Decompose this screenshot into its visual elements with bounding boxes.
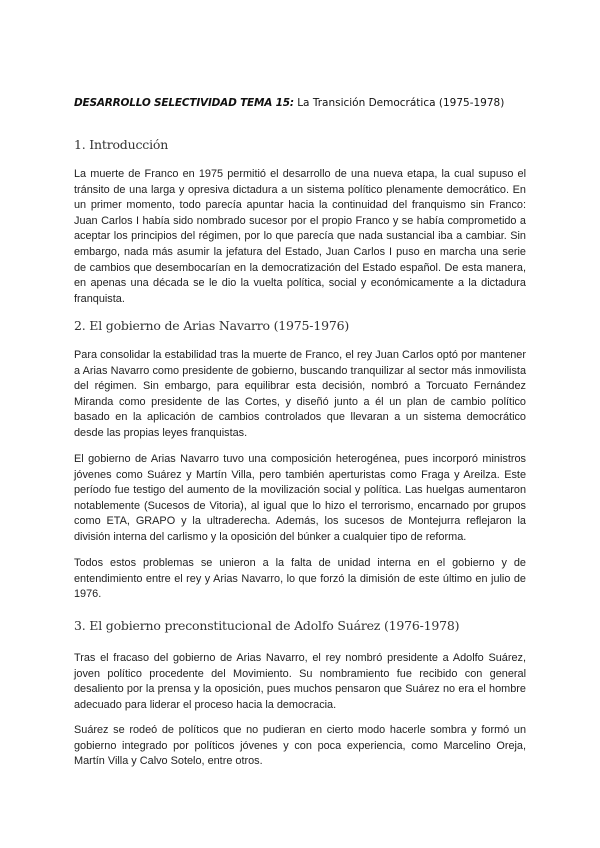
section-heading-suarez: 3. El gobierno preconstitucional de Adolfo Suárez (1976-1978) bbox=[74, 618, 460, 633]
section-heading-introduccion: 1. Introducción bbox=[74, 137, 169, 152]
section-heading-arias-navarro: 2. El gobierno de Arias Navarro (1975-1976) bbox=[74, 318, 350, 333]
title-subject: La Transición Democrática (1975-1978) bbox=[293, 97, 505, 109]
paragraph-suarez-2: Suárez se rodeó de políticos que no pudieran en cierto modo hacerle sombra y formó un gobierno integrado por políticos jóvenes y con poca experiencia, como Marcelino Oreja, Martín Villa y Calvo Sotelo, entre otros. bbox=[74, 724, 526, 768]
paragraph-arias-navarro-2: El gobierno de Arias Navarro tuvo una composición heterogénea, pues incorporó ministros jóvenes como Suárez y Martín Villa, pero también aperturistas como Fraga y Areilza. Este período fue testigo del aumento de la movilización social y política. Las huelgas aumentaron notablemente (Sucesos de Vitoria), al igual que lo hizo el terrorismo, encarnado por grupos como ETA, GRAPO y la ultraderecha. Además, los sucesos de Montejurra reflejaron la división interna del carlismo y la oposición del búnker a cualquier tipo de reforma. bbox=[74, 453, 526, 543]
paragraph-suarez-1: Tras el fracaso del gobierno de Arias Navarro, el rey nombró presidente a Adolfo Suárez, joven político procedente del Movimiento. Su nombramiento fue recibido con general desaliento por la prensa y la oposición, pues muchos pensaron que Suárez no era el hombre adecuado para liderar el proceso hacia la democracia. bbox=[74, 652, 526, 711]
paragraph-arias-navarro-3: Todos estos problemas se unieron a la falta de unidad interna en el gobierno y de entendimiento entre el rey y Arias Navarro, lo que forzó la dimisión de este último en julio de 1976. bbox=[74, 557, 526, 601]
paragraph-arias-navarro-1: Para consolidar la estabilidad tras la muerte de Franco, el rey Juan Carlos optó por mantener a Arias Navarro como presidente de gobierno, buscando tranquilizar al sector más inmovilista del régimen. Sin embargo, para equilibrar esta decisión, nombró a Torcuato Fernández Miranda como presidente de las Cortes, y diseñó junto a él un plan de cambio político basado en la aplicación de cambios controlados que llevaran a un sistema democrático desde las propias leyes franquistas. bbox=[74, 349, 526, 439]
document-title bbox=[74, 96, 544, 110]
paragraph-introduccion: La muerte de Franco en 1975 permitió el desarrollo de una nueva etapa, la cual supuso el tránsito de una larga y opresiva dictadura a un sistema político plenamente democrático. En un primer momento, todo parecía apuntar hacia la continuidad del franquismo sin Franco: Juan Carlos I había sido nombrado sucesor por el propio Franco y se había comprometido a aceptar los principios del régimen, por lo que parecía que nada sustancial iba a cambiar. Sin embargo, nada más asumir la jefatura del Estado, Juan Carlos I puso en marcha una serie de cambios que desembocarían en la democratización del Estado español. De esta manera, en apenas una década se le dio la vuelta política, social y económicamente a la dictadura franquista. bbox=[74, 168, 526, 305]
title-bold: DESARROLLO SELECTIVIDAD TEMA 15: bbox=[74, 97, 294, 109]
